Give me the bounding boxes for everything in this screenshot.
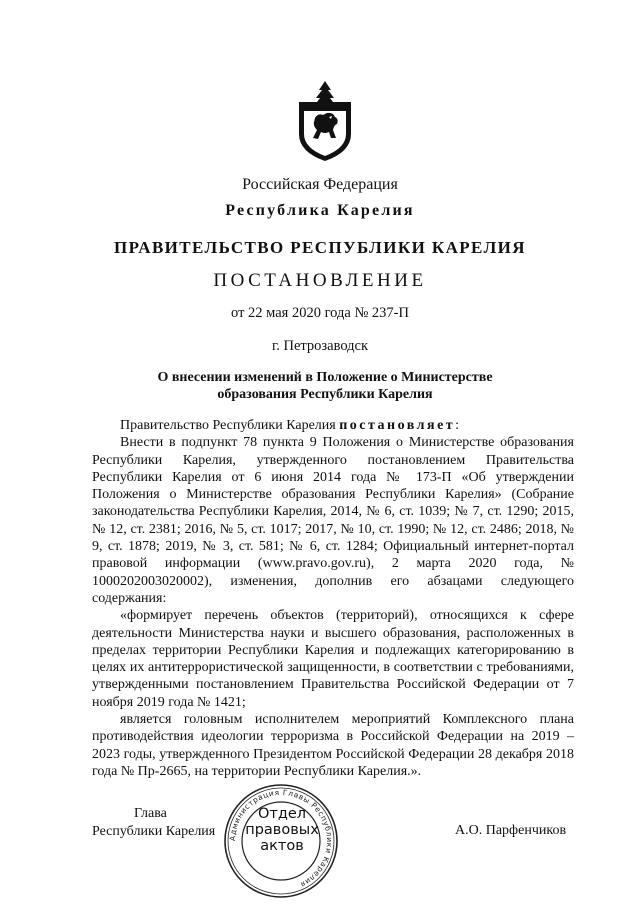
subject-line-2: образования Республики Карелия [217, 387, 433, 402]
stamp-line-1: Отдел [257, 806, 307, 822]
stamp-center-text [242, 806, 322, 854]
signature-title-line-1: Глава [134, 806, 167, 821]
subject-line-1: О внесении изменений в Положение о Министерстве [157, 370, 493, 385]
republic-name: Республика Карелия [225, 202, 415, 219]
document-body [92, 417, 574, 780]
paragraph-3: является головным исполнителем мероприятий Комплексного плана противодействия идеологии терроризма в Российской Федерации на 2019 – 2023 годы, утвержденного Президентом Российской Федерации 28 декабря 2018 года № Пр-2665, на территории Республики Карелия.». [92, 712, 574, 779]
document-type: ПОСТАНОВЛЕНИЕ [213, 270, 427, 291]
city: г. Петрозаводск [271, 338, 369, 354]
intro-paragraph [92, 417, 574, 434]
document-subject [140, 369, 510, 403]
paragraph-1: Внести в подпункт 78 пункта 9 Положения о Министерстве образования Республики Карелия, утвержденного постановлением Правительства Республики Карелия от 6 июня 2014 года № 173-П «Об утверждении Положения о Министерстве образования Республики Карелия» (Собрание законодательства Республики Карелия, 2014, № 6, ст. 1039; № 7, ст. 1290; 2015, № 12, ст. 2381; 2016, № 5, ст. 1017; 2017, № 10, ст. 1990; № 12, ст. 2486; 2018, № 9, ст. 1878; 2019, № 3, ст. 581; № 6, ст. 1284; Официальный интернет-портал правовой информации (www.pravo.gov.ru), 2 марта 2020 года, № 1000202003020002), изменения, дополнив его абзацами следующего содержания: [92, 435, 574, 606]
signatory-name: А.О. Парфенчиков [455, 823, 567, 838]
country-name: Российская Федерация [242, 176, 398, 193]
government-title: ПРАВИТЕЛЬСТВО РЕСПУБЛИКИ КАРЕЛИЯ [114, 238, 526, 257]
signature-title-line-2: Республики Карелия [92, 824, 216, 839]
signature-title [92, 805, 232, 841]
stamp-ring-text: Администрация Главы Республики Карелия [227, 787, 335, 890]
karelia-coat-of-arms-icon [296, 80, 354, 162]
intro-emphasis: постановляет [339, 418, 456, 433]
stamp-line-3: актов [260, 838, 304, 854]
date-number: от 22 мая 2020 года № 237-П [231, 305, 409, 321]
paragraph-2: «формирует перечень объектов (территорий), относящихся к сфере деятельности Министерства науки и высшего образования, расположенных в пределах территории Республики Карелия и подлежащих категорированию в целях их антитеррористической защищенности, в соответствии с требованиями, утвержденными постановлением Правительства Российской Федерации от 7 ноября 2019 года № 1421; [92, 608, 574, 710]
stamp-line-2: правовых [245, 822, 319, 838]
intro-suffix: : [455, 418, 460, 433]
intro-prefix: Правительство Республики Карелия [120, 418, 340, 433]
